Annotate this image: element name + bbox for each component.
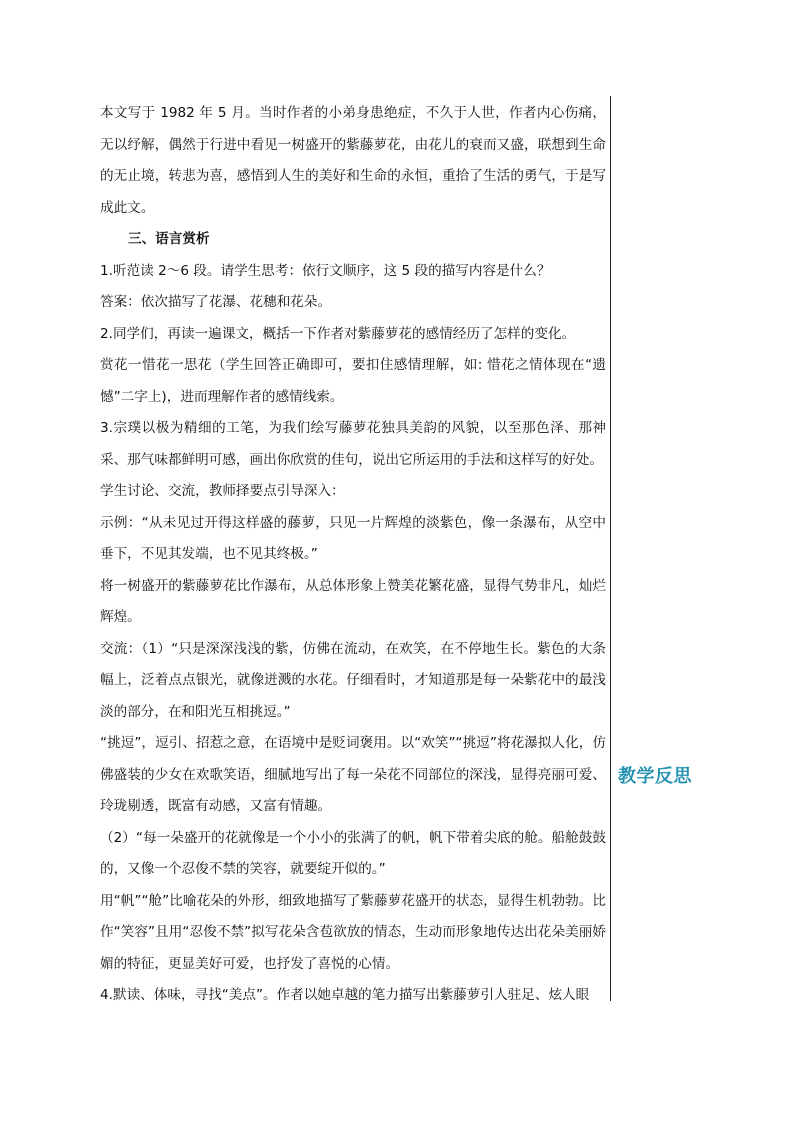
paragraph-example: 示例：“从未见过开得这样盛的藤萝，只见一片辉煌的淡紫色，像一条瀑布，从空中垂下，不见其发端，也不见其终极。”	[100, 514, 606, 562]
paragraph-answer-1: 答案：依次描写了花瀑、花穗和花朵。	[100, 294, 332, 310]
paragraph-exchange-2-analysis: 用“帆”“舱”比喻花朵的外形，细致地描写了紫藤萝花盛开的状态，显得生机勃勃。比作“笑容”且用“忍俊不禁”拟写花朵含苞欲放的情态，生动而形象地传达出花朵美丽娇媚的特征，更显美好可爱，也抒发了喜悦的心情。	[100, 892, 606, 972]
paragraph-background: 本文写于 1982 年 5 月。当时作者的小弟身患绝症，不久于人世，作者内心伤痛，无以纾解，偶然于行进中看见一树盛开的紫藤萝花，由花儿的衰而又盛，联想到生命的无止境，转悲为喜，感悟到人生的美好和生命的永恒，重拾了生活的勇气，于是写成此文。	[100, 105, 606, 216]
paragraph-example-analysis: 将一树盛开的紫藤萝花比作瀑布，从总体形象上赞美花繁花盛，显得气势非凡，灿烂辉煌。	[100, 577, 606, 625]
paragraph-question-3: 3.宗璞以极为精细的工笔，为我们绘写藤萝花独具美韵的风貌，以至那色泽、那神采、那气味都鲜明可感，画出你欣赏的佳句，说出它所运用的手法和这样写的好处。	[100, 420, 606, 468]
teaching-reflection-label: 教学反思	[618, 766, 692, 787]
paragraph-exchange-2: （2）“每一朵盛开的花就像是一个小小的张满了的帆，帆下带着尖底的舱。船舱鼓鼓的，又像一个忍俊不禁的笑容，就要绽开似的。”	[100, 829, 606, 877]
paragraph-question-1: 1.听范读 2～6 段。请学生思考：依行文顺序，这 5 段的描写内容是什么？	[100, 262, 551, 279]
paragraph-discussion: 学生讨论、交流，教师择要点引导深入：	[100, 483, 345, 499]
paragraph-question-4: 4.默读、体味，寻找“美点”。作者以她卓越的笔力描写出紫藤萝引人驻足、炫人眼	[100, 987, 590, 1003]
paragraph-exchange-1: 交流：（1）“只是深深浅浅的紫，仿佛在流动，在欢笑，在不停地生长。紫色的大条幅上，泛着点点银光，就像迸溅的水花。仔细看时，才知道那是每一朵紫花中的最浅淡的部分，在和阳光互相挑逗。”	[100, 640, 606, 720]
paragraph-exchange-1-analysis: “挑逗”，逗引、招惹之意，在语境中是贬词褒用。以“欢笑”“挑逗”将花瀑拟人化，仿佛盛装的少女在欢歌笑语，细腻地写出了每一朵花不同部位的深浅，显得亮丽可爱、玲珑剔透，既富有动感，又富有情趣。	[100, 735, 606, 814]
table-border-line	[610, 96, 611, 1001]
section-heading-language-appreciation: 三、语言赏析	[128, 231, 210, 247]
paragraph-question-2: 2.同学们，再读一遍课文，概括一下作者对紫藤萝花的感情经历了怎样的变化。	[100, 325, 576, 342]
paragraph-answer-2: 赏花一惜花一思花（学生回答正确即可，要扣住感情理解，如: 惜花之情体现在“遗憾”二字上)，进而理解作者的感情线索。	[100, 357, 606, 405]
lesson-content	[100, 98, 606, 1012]
